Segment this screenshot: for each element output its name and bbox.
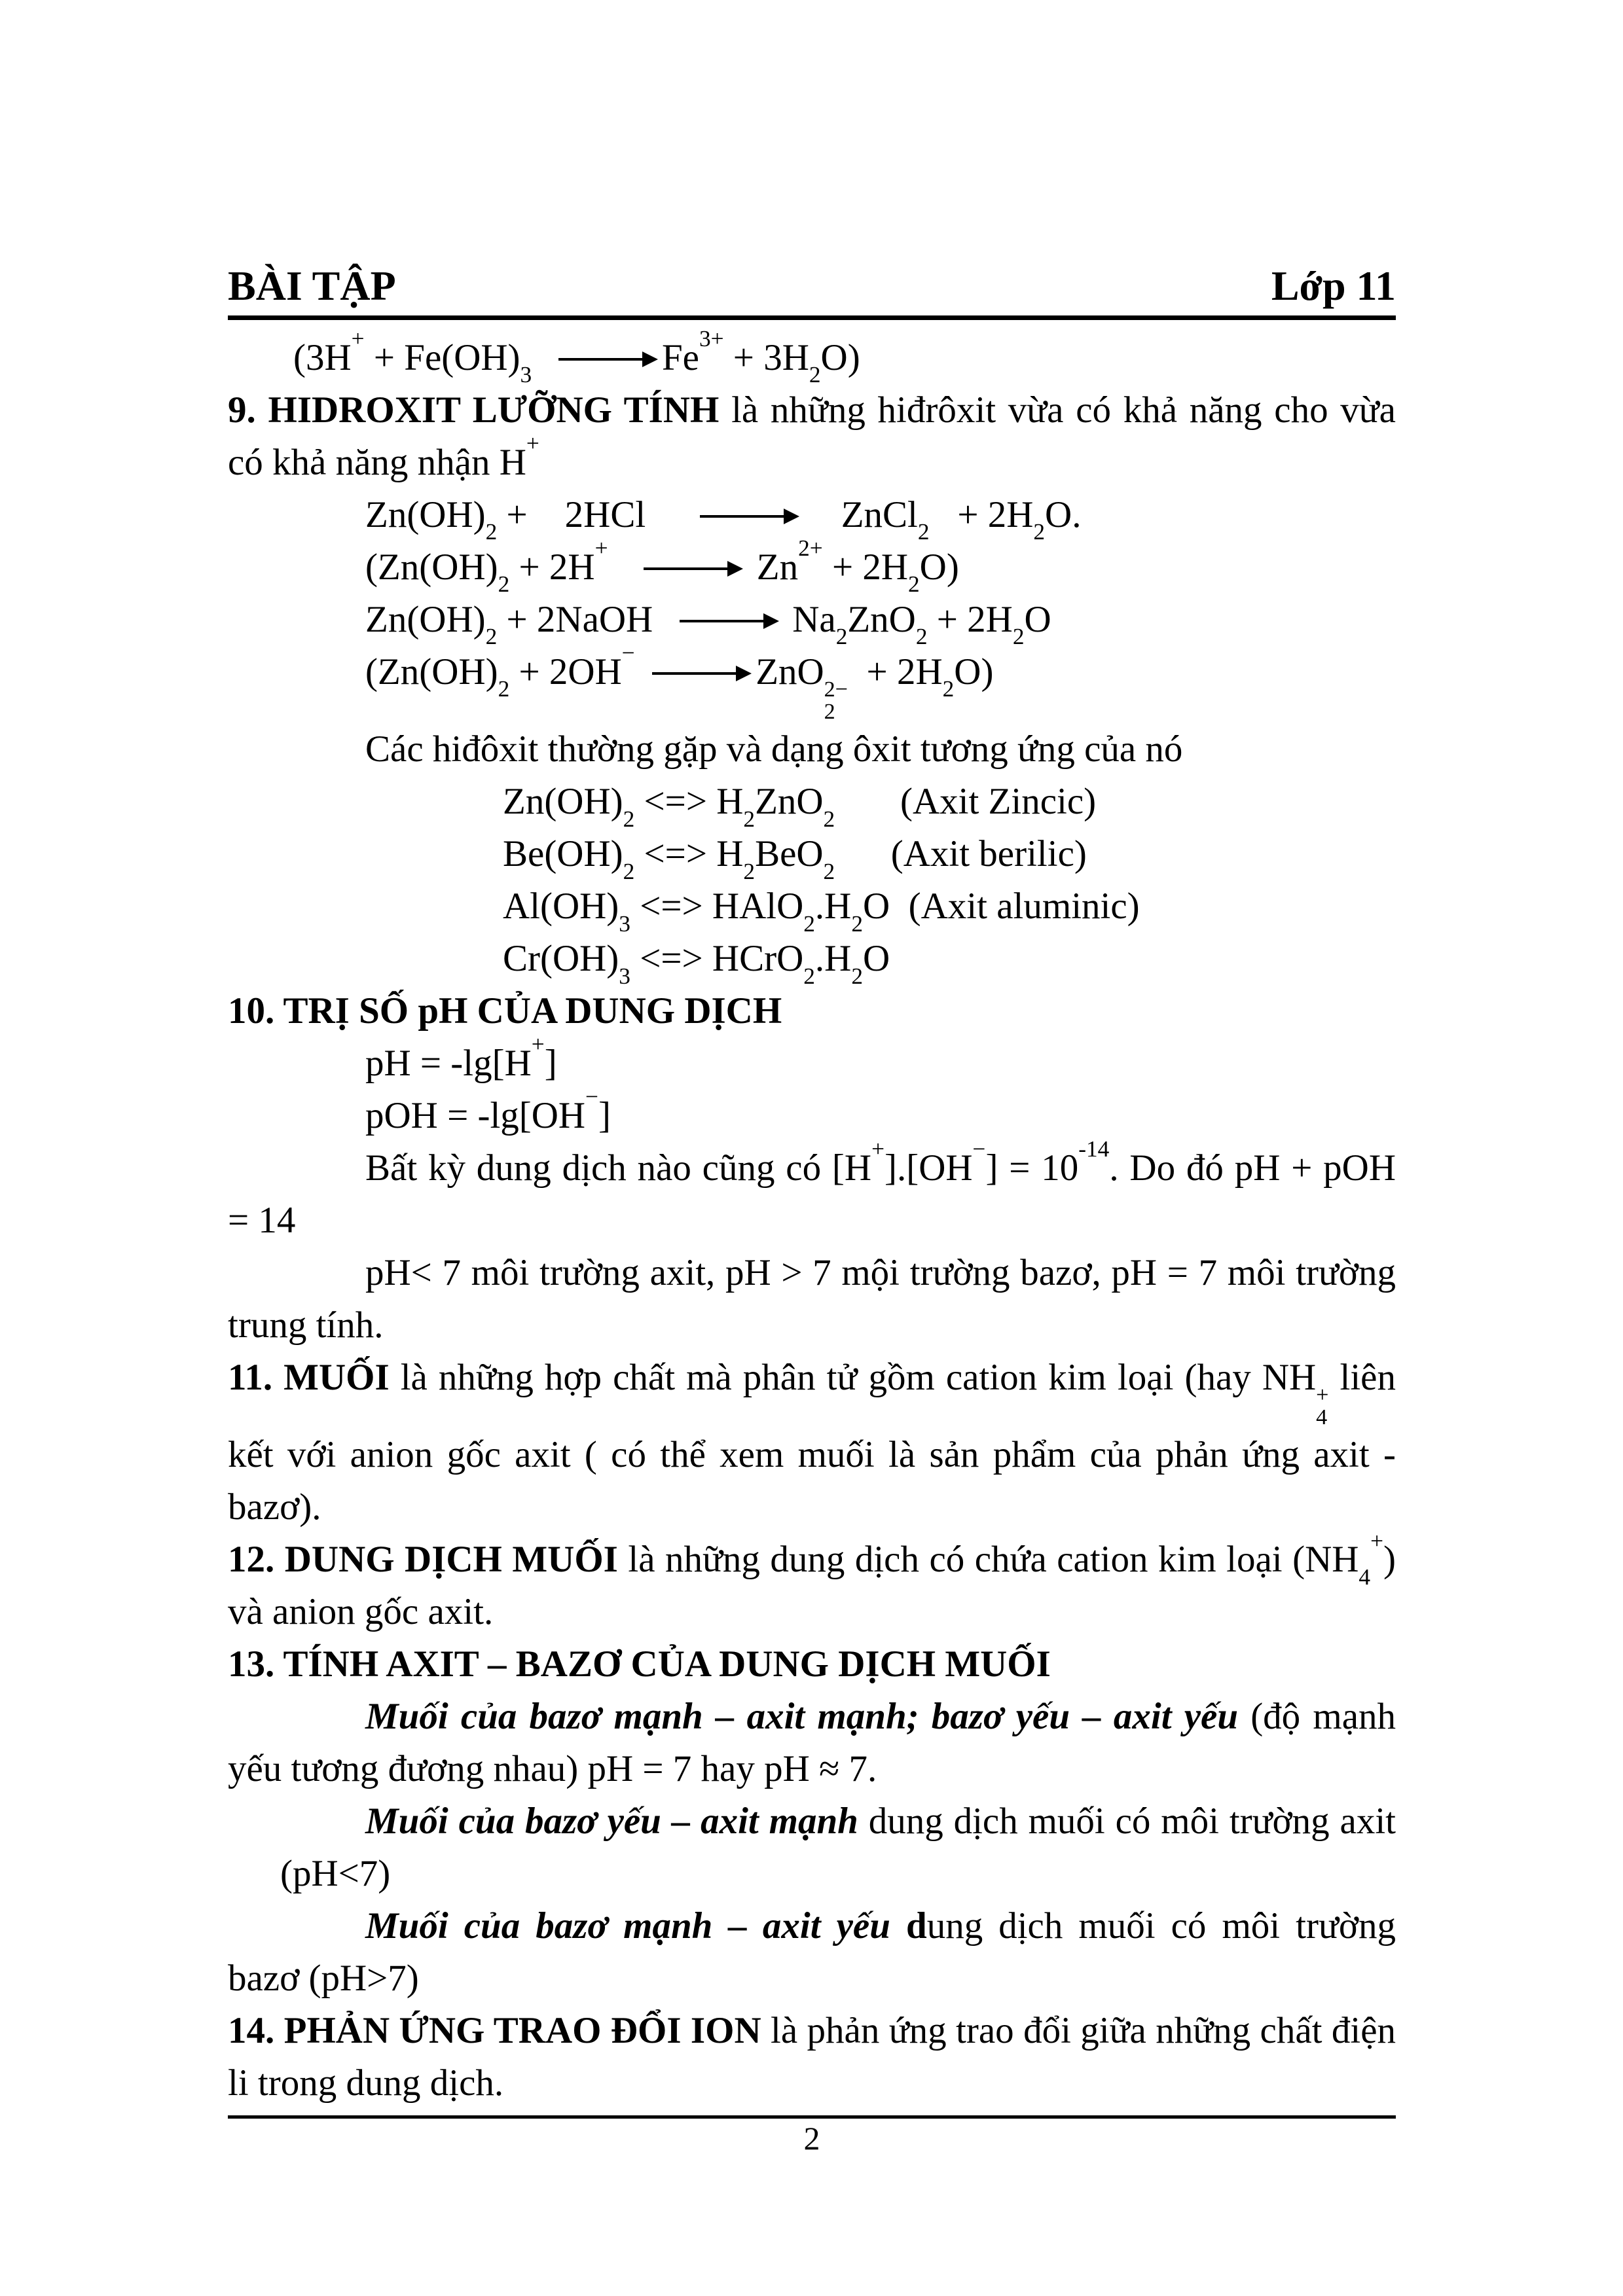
text-run: là những dung dịch có chứa cation kim loại (NH	[617, 1539, 1359, 1581]
text-run: Na	[773, 599, 836, 640]
text-run: + 2HCl	[497, 494, 693, 535]
page-footer	[228, 2115, 1396, 2157]
header-grade-label: Lớp 11	[1271, 262, 1396, 309]
yields-arrow-icon	[652, 672, 739, 675]
text-run: Muối của bazơ yếu – axit mạnh	[365, 1801, 858, 1842]
text-run: +	[531, 1031, 545, 1058]
paragraph-salt-basic	[228, 1900, 1396, 2005]
text-run: (Axit berilic)	[835, 833, 1087, 875]
equation-znoh2-naoh	[365, 594, 1396, 650]
text-run: + 2OH	[509, 651, 622, 692]
text-run: Cr(OH)	[503, 938, 619, 980]
text-run: −	[972, 1136, 986, 1162]
equation-continued-feoh3	[293, 326, 1396, 388]
text-run: 2	[835, 624, 848, 650]
text-run: 2	[743, 858, 756, 884]
text-run: −	[585, 1084, 599, 1110]
text-run: 2	[1033, 519, 1046, 545]
text-run: pH = -lg[H	[365, 1043, 532, 1085]
text-run: 2	[1012, 624, 1025, 650]
text-run: ].[OH	[884, 1147, 973, 1189]
text-run: +	[871, 1136, 884, 1162]
text-run: 14. PHẢN ỨNG TRAO ĐỔI ION	[228, 2010, 761, 2052]
yields-arrow-icon	[558, 358, 645, 361]
formula-poh	[365, 1084, 1396, 1142]
text-run: 2	[498, 571, 510, 598]
text-run: <=> HAlO	[630, 886, 804, 927]
text-run	[635, 651, 644, 692]
section-10-heading	[228, 985, 1396, 1037]
text-run: ZnO	[847, 599, 916, 640]
section-11-paragraph	[228, 1352, 1396, 1534]
text-run: ZnO	[746, 651, 824, 692]
text-run: + 2H	[822, 547, 908, 588]
charge-superscript: 2−	[824, 677, 848, 702]
section-13-heading	[228, 1638, 1396, 1691]
text-run: Bất kỳ dung dịch nào cũng có [H	[365, 1147, 872, 1189]
text-run: 2	[823, 806, 835, 832]
text-run: 2	[809, 362, 821, 388]
text-run: Zn	[738, 547, 799, 588]
stacked-charge-subscript	[824, 679, 848, 723]
text-run: 3	[619, 963, 630, 989]
text-run: Muối của bazơ mạnh – axit yếu	[365, 1905, 890, 1947]
text-run: 2	[851, 910, 863, 937]
text-run: 9. HIDROXIT LƯỠNG TÍNH	[228, 389, 720, 431]
charge-superscript: +	[1316, 1383, 1329, 1407]
text-run: Al(OH)	[503, 886, 619, 927]
text-run: 3	[520, 362, 532, 388]
text-run: pOH = -lg[OH	[365, 1095, 586, 1137]
text-run	[608, 547, 636, 588]
text-run: 2	[942, 676, 955, 702]
text-run: ] = 10	[985, 1147, 1079, 1189]
text-run: 2	[851, 963, 863, 989]
text-run: 12. DUNG DỊCH MUỐI	[228, 1539, 618, 1581]
equivalence-cr	[503, 933, 1396, 989]
text-run: ]	[598, 1095, 611, 1137]
equation-znoh2-hcl	[365, 489, 1396, 545]
text-run: 13. TÍNH AXIT – BAZƠ CỦA DUNG DỊCH MUỐI	[228, 1643, 1051, 1685]
text-run: 2	[498, 676, 510, 702]
text-run: (3H	[293, 337, 352, 378]
text-run: + Fe(OH)	[364, 337, 520, 378]
text-run: +	[351, 326, 365, 352]
text-run: (độ mạnh yếu tương đương nhau) pH = 7 hay pH ≈ 7.	[228, 1696, 1396, 1790]
text-run: 2	[917, 519, 930, 545]
text-run: Các hiđôxit thường gặp và dạng ôxit tương ứng của nó	[365, 728, 1183, 770]
text-run: Zn(OH)	[503, 781, 623, 823]
text-run: + 2H	[929, 494, 1034, 535]
text-run: -14	[1078, 1136, 1110, 1162]
text-run: +	[1370, 1528, 1384, 1554]
yields-arrow-icon	[644, 567, 730, 570]
text-run: (Axit Zincic)	[835, 781, 1097, 823]
text-run: O	[1024, 599, 1051, 640]
text-run: 3	[619, 910, 630, 937]
text-run: O (Axit aluminic)	[863, 886, 1140, 927]
text-run: pH< 7 môi trường axit, pH > 7 mội trường bazơ, pH = 7 môi trường trung tính.	[228, 1252, 1396, 1346]
equivalence-zn	[503, 776, 1396, 832]
text-run: + 2H	[927, 599, 1013, 640]
text-run: .H	[814, 886, 852, 927]
text-run: + 2NaOH	[497, 599, 672, 640]
text-run: ung dịch muối có môi trường bazơ (pH>7)	[228, 1905, 1396, 2000]
page-body	[228, 262, 1396, 2109]
text-run: 2	[743, 806, 756, 832]
section-14-paragraph	[228, 2005, 1396, 2109]
text-run: +	[526, 431, 539, 457]
index-subscript: 4	[1316, 1405, 1328, 1430]
text-run: d	[905, 1905, 927, 1947]
text-run: + 3H	[723, 337, 809, 378]
text-run: 2	[803, 963, 815, 989]
section-9-paragraph	[228, 384, 1396, 489]
paragraph-ph-environments	[228, 1247, 1396, 1352]
text-run: BeO	[755, 833, 824, 875]
equation-znoh2-oh-ion	[365, 640, 1396, 724]
text-run: 2	[623, 806, 635, 832]
document-content	[228, 320, 1396, 2109]
paragraph-salt-acidic	[280, 1795, 1396, 1900]
text-run: (Zn(OH)	[365, 651, 498, 692]
text-run: +	[594, 535, 608, 562]
header-title: BÀI TẬP	[228, 262, 396, 309]
text-run: O)	[919, 547, 959, 588]
text-run: ]	[544, 1043, 557, 1085]
text-run: Fe	[652, 337, 699, 378]
text-run: liên kết với anion gốc axit ( có thể xem muối là sản phẩm của phản ứng axit - bazơ).	[228, 1357, 1396, 1528]
equivalence-be	[503, 828, 1396, 884]
text-run: O)	[954, 651, 994, 692]
text-run: <=> HCrO	[630, 938, 804, 980]
page-number: 2	[803, 2120, 820, 2157]
text-run: −	[621, 640, 635, 666]
text-run: 10. TRỊ SỐ pH CỦA DUNG DỊCH	[228, 990, 782, 1032]
text-run: . Do đó pH + pOH = 14	[228, 1147, 1396, 1242]
text-run: 3+	[699, 326, 724, 352]
text-run: <=> H	[634, 781, 744, 823]
text-run: + 2H	[848, 651, 943, 692]
text-run: .H	[814, 938, 852, 980]
text-run: ZnO	[755, 781, 824, 823]
section-12-paragraph	[228, 1528, 1396, 1638]
text-run: (Zn(OH)	[365, 547, 498, 588]
text-run: Muối của bazơ mạnh – axit mạnh; bazơ yếu – axit yếu	[365, 1696, 1239, 1738]
text-run	[890, 1905, 906, 1946]
equation-znoh2-h-ion	[365, 535, 1396, 598]
text-run: là những hiđrôxit vừa có khả năng cho vừa có khả năng nhận H	[228, 389, 1396, 483]
index-subscript: 2	[824, 700, 835, 724]
formula-ph	[365, 1031, 1396, 1090]
text-run: O	[863, 938, 890, 980]
text-run: + 2H	[509, 547, 595, 588]
text-run: O.	[1045, 494, 1082, 535]
text-run: là phản ứng trao đổi giữa những chất điện li trong dung dịch.	[228, 2010, 1396, 2104]
equivalence-al	[503, 880, 1396, 937]
paragraph-ion-product	[228, 1136, 1396, 1247]
paragraph-salt-neutral	[228, 1691, 1396, 1795]
text-run: 4	[1359, 1564, 1371, 1590]
page-header	[228, 262, 1396, 320]
yields-arrow-icon	[700, 515, 786, 518]
yields-arrow-icon	[680, 620, 766, 622]
text-run: Zn(OH)	[365, 494, 486, 535]
text-run: Zn(OH)	[365, 599, 486, 640]
text-run	[532, 337, 551, 378]
text-run: 2	[485, 624, 498, 650]
text-run: O)	[820, 337, 860, 378]
text-run: dung dịch muối có môi trường axit (pH<7)	[280, 1801, 1396, 1895]
text-run: ) và anion gốc axit.	[228, 1539, 1396, 1633]
text-run: 2+	[798, 535, 823, 562]
text-run: là những hợp chất mà phân tử gồm cation kim loại (hay NH	[389, 1357, 1317, 1399]
text-run: 2	[908, 571, 920, 598]
text-run: 11. MUỐI	[228, 1357, 390, 1399]
stacked-charge-subscript	[1316, 1384, 1328, 1429]
text-run: 2	[915, 624, 928, 650]
text-run: Be(OH)	[503, 833, 623, 875]
line-common-hydroxides	[365, 723, 1396, 776]
text-run: 2	[623, 858, 635, 884]
text-run: 2	[485, 519, 498, 545]
text-run: <=> H	[634, 833, 744, 875]
text-run: ZnCl	[794, 494, 918, 535]
text-run: 2	[823, 858, 835, 884]
text-run: 2	[803, 910, 815, 937]
